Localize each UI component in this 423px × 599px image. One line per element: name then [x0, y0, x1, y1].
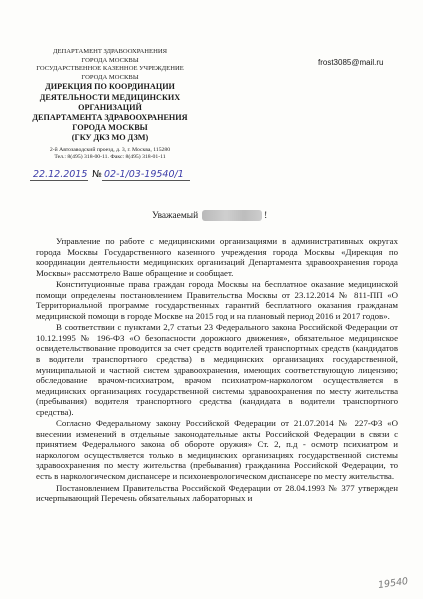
paragraph: Конституционные права граждан города Москвы на бесплатное оказание медицинской помощи определены постановлением Правительства Москвы от 23.12.2014 № 811-ПП «О Территориальной программе государственных гарантий бесплатного оказания гражданам медицинской помощи в городе Москве на 2015 год и на плановый период 2016 и 2017 годов». — [36, 279, 398, 321]
number-sign: № — [92, 169, 102, 180]
number-underline — [102, 180, 190, 181]
sender-line: ДЕПАРТАМЕНТ ЗДРАВООХРАНЕНИЯ — [52, 48, 168, 55]
sender-bold-line: ОРГАНИЗАЦИЙ — [78, 102, 142, 112]
sender-line: ГОСУДАРСТВЕННОЕ КАЗЕННОЕ УЧРЕЖДЕНИЕ — [36, 65, 184, 73]
sender-line: ГОРОДА МОСКВЫ — [81, 56, 139, 64]
date-underline — [30, 180, 88, 181]
greeting-text: Уважаемый — [152, 210, 199, 221]
letter-body — [36, 236, 398, 505]
paragraph: Согласно Федеральному закону Российской Федерации от 21.07.2014 № 227-ФЗ «О внесении изменений в отдельные законодательные акты Российской Федерации в связи с принятием Федерального закона об обороте оружия» Ст. 2, п.д - осмотр психиатром и наркологом осуществляется только в медицинских организациях государственной системы здравоохранения по месту жительства (пребывания) гражданина Российской Федерации, то есть в наркологическом диспансере и психоневрологическом диспансере по месту жительства. — [36, 418, 398, 482]
paragraph: Постановлением Правительства Российской Федерации от 28.04.1993 № 377 утвержден исчерпывающий Перечень обязательных лабораторных и — [36, 482, 398, 504]
sender-bold-line: ГОРОДА МОСКВЫ — [72, 123, 148, 133]
handwritten-date: 22.12.2015 — [33, 169, 88, 180]
handwritten-side-note: 19540 — [377, 575, 409, 592]
sender-bold-line: (ГКУ ДКЗ МО ДЗМ) — [71, 133, 149, 143]
paragraph: В соответствии с пунктами 2,7 статьи 23 Федерального закона Российской Федерации от 10.12.1995 № 196-ФЗ «О безопасности дорожного движения», обязательное медицинское освидетельствование проводится за счет средств водителей транспортных средств (кандидатов в водители транспортного средства) в медицинских организациях государственной, муниципальной и частной систем здравоохранения, имеющих соответствующую лицензию; обследование врачом-психиатром, врачом психиатром-наркологом осуществляется в медицинских организациях государственной системы здравоохранения по месту жительства (пребывания) водителя транспортного средства (кандидата в водители транспортного средства). — [36, 322, 398, 417]
sender-bold-line: ДИРЕКЦИЯ ПО КООРДИНАЦИИ — [45, 82, 175, 92]
sender-phone: Тел.: 8(495) 318-00-11. Факс: 8(495) 318-01-11 — [54, 154, 166, 160]
greeting-end: ! — [264, 210, 268, 221]
sender-bold-line: ДЕЯТЕЛЬНОСТИ МЕДИЦИНСКИХ — [39, 92, 181, 102]
greeting — [152, 210, 267, 221]
recipient-email: frost3085@mail.ru — [318, 58, 384, 67]
sender-line: ГОРОДА МОСКВЫ — [81, 73, 139, 81]
handwritten-number: 02-1/03-19540/1 — [104, 169, 184, 180]
sender-header — [30, 48, 190, 161]
sender-address: 2-й Автозаводский проезд, д. 3, г. Москва, 115280 — [49, 146, 171, 153]
paragraph: Управление по работе с медицинскими организациями в административных округах города Москвы Государственного казенного учреждения города Москвы «Дирекция по координации деятельности медицинских организаций Департамента здравоохранения города Москвы» рассмотрело Ваше обращение и сообщает. — [36, 236, 398, 278]
redacted-name — [202, 210, 262, 221]
sender-bold-line: ДЕПАРТАМЕНТА ЗДРАВООХРАНЕНИЯ — [32, 112, 188, 122]
